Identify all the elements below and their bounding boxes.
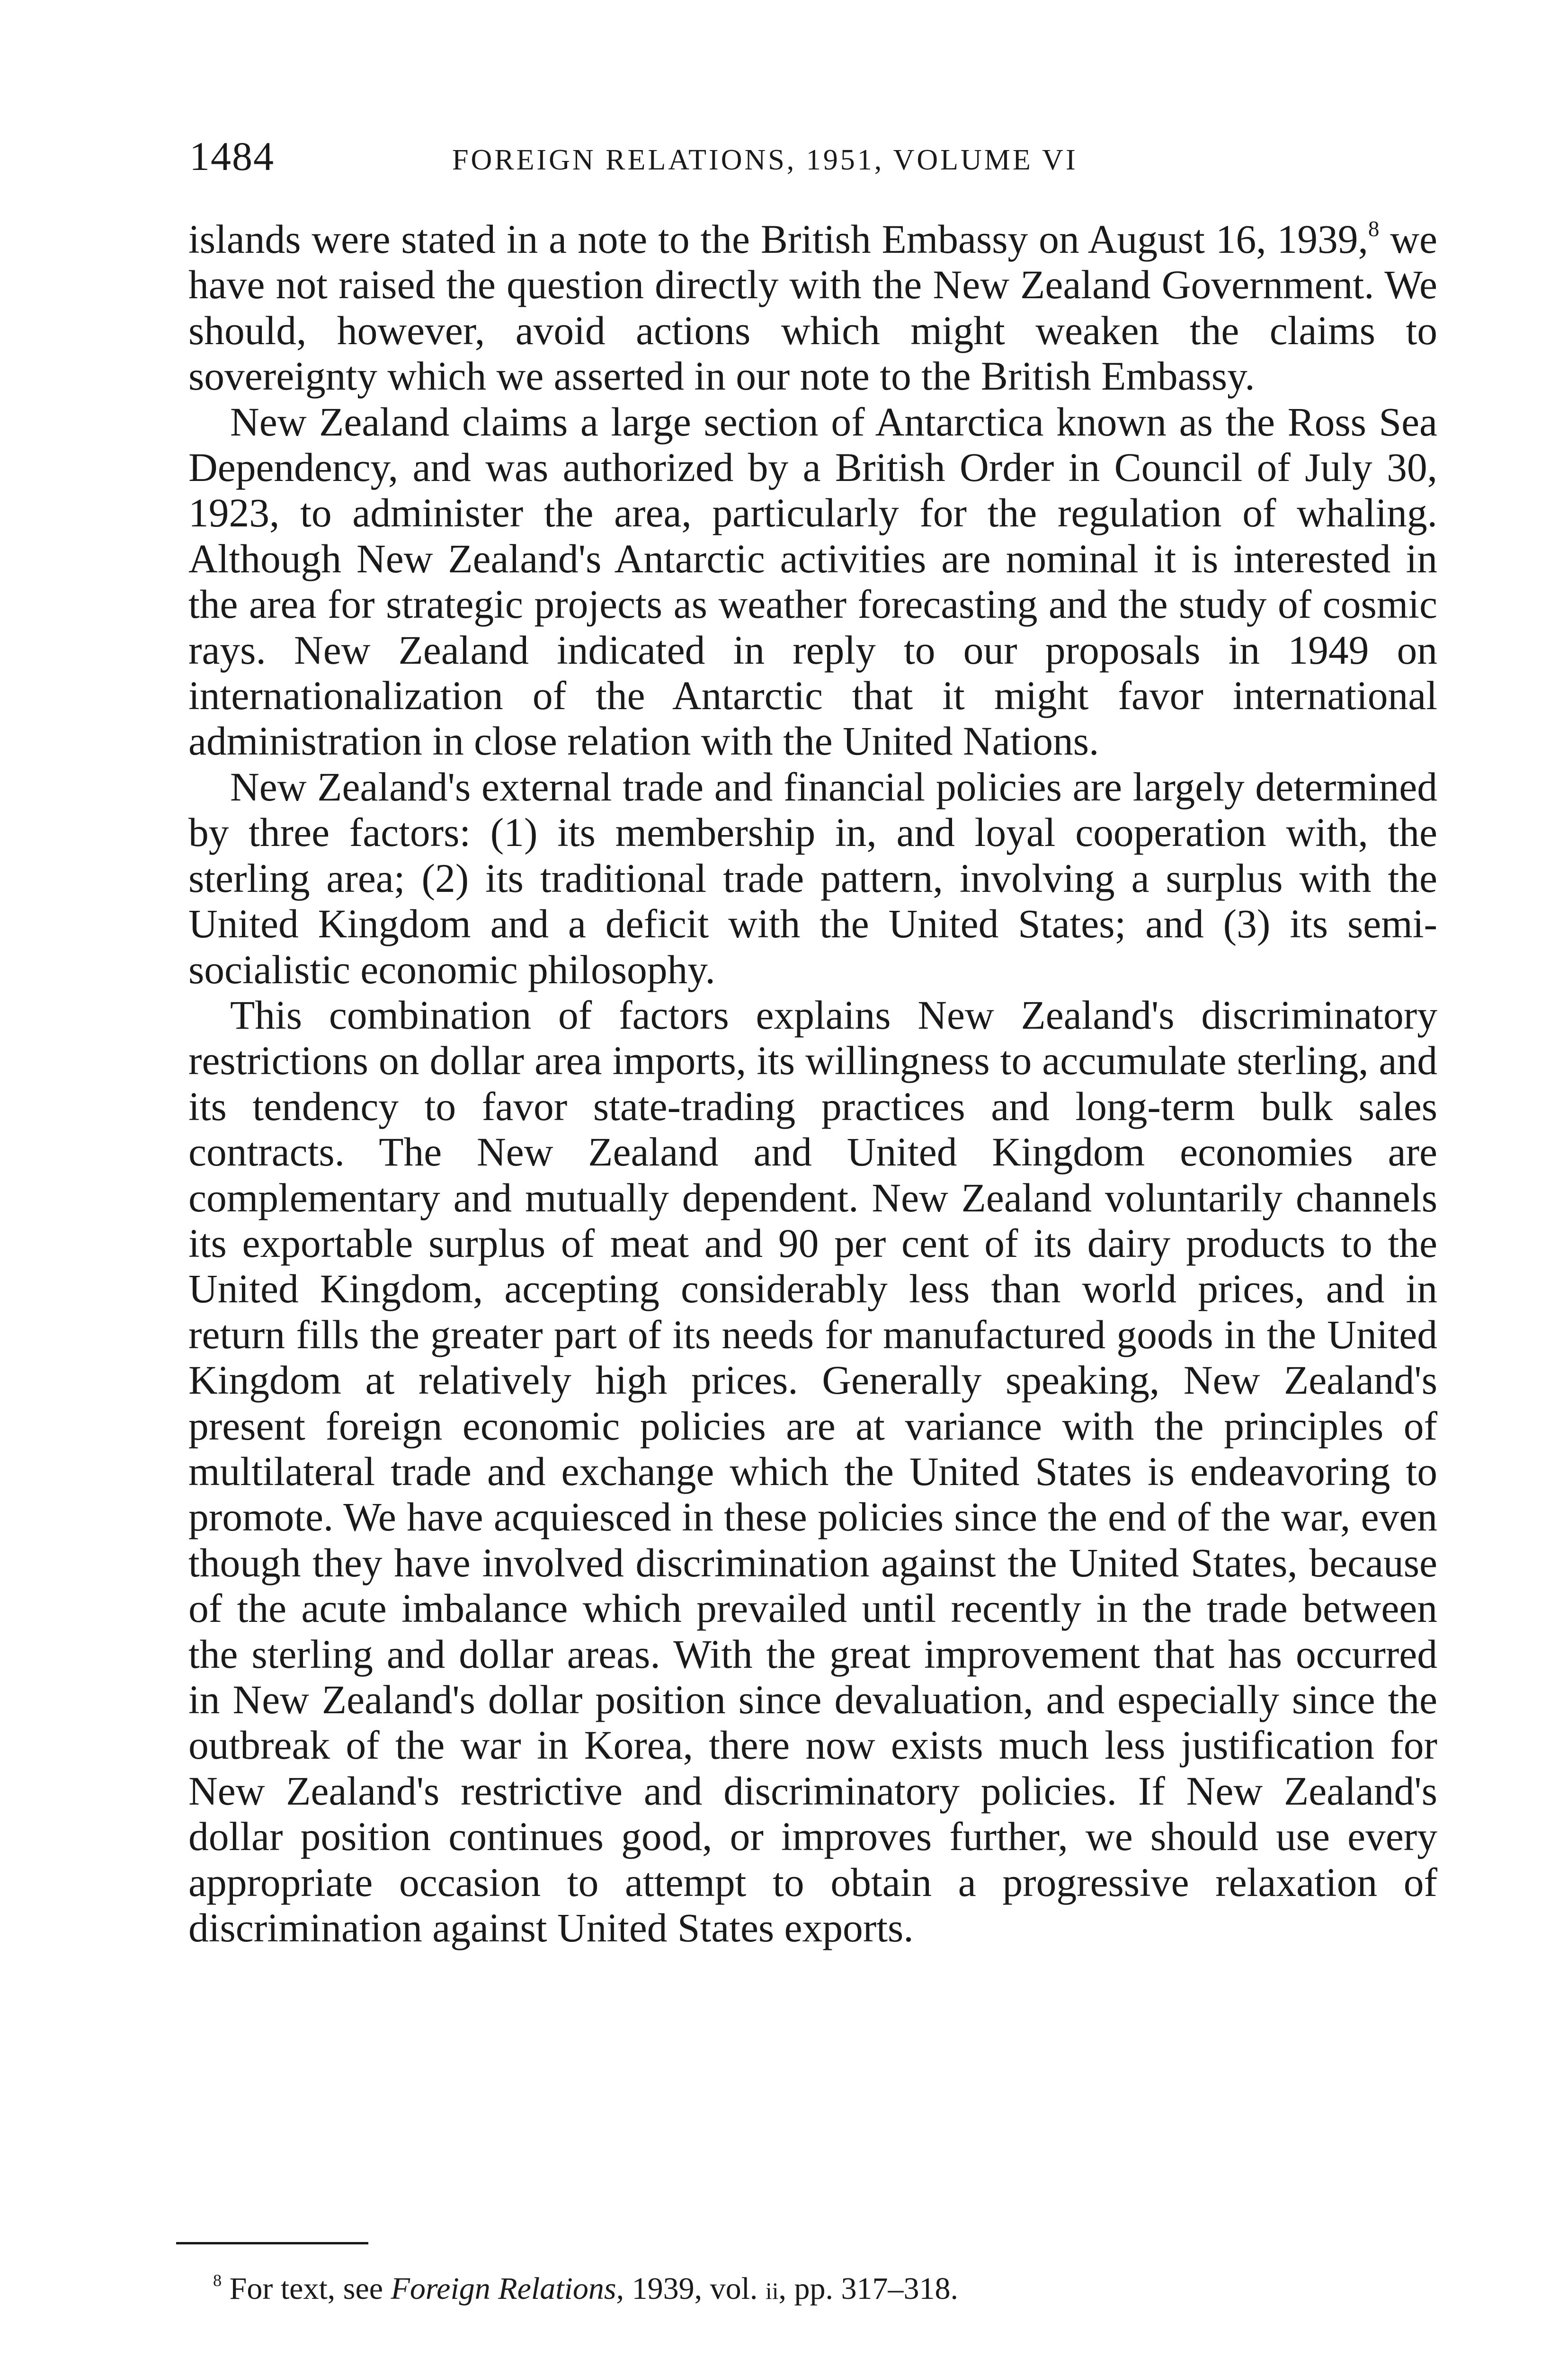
body-text xyxy=(188,217,1437,1951)
paragraph-4: This combination of factors explains New Zealand's discriminatory restrictions on dollar area imports, its willingness to accumulate sterling, and its tendency to favor state-trading practices and long-term bulk sales contracts. The New Zealand and United Kingdom economies are complementary and mutually dependent. New Zealand voluntarily channels its exportable surplus of meat and 90 per cent of its dairy products to the United Kingdom, accepting considerably less than world prices, and in return fills the greater part of its needs for manufactured goods in the United Kingdom at relatively high prices. Generally speaking, New Zealand's present foreign economic policies are at variance with the principles of multilateral trade and exchange which the United States is endeavoring to promote. We have acquiesced in these policies since the end of the war, even though they have involved discrimination against the United States, because of the acute imbalance which prevailed until recently in the trade between the sterling and dollar areas. With the great improvement that has occurred in New Zealand's dollar position since devaluation, and especially since the outbreak of the war in Korea, there now exists much less justification for New Zealand's restrictive and discriminatory policies. If New Zealand's dollar position continues good, or improves further, we should use every appropriate occasion to attempt to obtain a progressive relaxation of discrimination against United States exports. xyxy=(188,993,1437,1951)
footnote-text-c: , pp. 317–318. xyxy=(778,2271,958,2306)
paragraph-1-text-b: we have not raised the question directly with the New Zealand Government. We should, however, avoid actions which might weaken the claims to sovereignty which we asserted in our note to the British Embassy. xyxy=(188,217,1437,399)
page-number: 1484 xyxy=(189,133,275,179)
footnote xyxy=(213,2268,1434,2313)
footnote-text-a: For text, see xyxy=(222,2271,391,2306)
paragraph-2: New Zealand claims a large section of Antarctica known as the Ross Sea Dependency, and was authorized by a British Order in Council of July 30, 1923, to administer the area, particularly for the regulation of whaling. Although New Zealand's Antarctic activities are nominal it is interested in the area for strategic projects as weather forecasting and the study of cosmic rays. New Zealand indicated in reply to our proposals in 1949 on internationalization of the Antarctic that it might favor international administration in close relation with the United Nations. xyxy=(188,400,1437,764)
paragraph-1 xyxy=(188,217,1437,400)
footnote-text-b: 1939, vol. xyxy=(624,2271,766,2306)
footnote-title: Foreign Relations, xyxy=(391,2271,624,2306)
footnote-divider xyxy=(176,2242,368,2244)
paragraph-1-text-a: islands were stated in a note to the British Embassy on August 16, 1939, xyxy=(188,217,1368,262)
footnote-marker: 8 xyxy=(213,2270,222,2290)
paragraph-3: New Zealand's external trade and financial policies are largely determined by three factors: (1) its membership in, and loyal cooperation with, the sterling area; (2) its traditional trade pattern, involving a surplus with the United Kingdom and a deficit with the United States; and (3) its semi-socialistic economic philosophy. xyxy=(188,765,1437,992)
footnote-reference: 8 xyxy=(1368,216,1380,241)
footnote-volume: ii xyxy=(765,2278,779,2304)
page-header xyxy=(189,128,1434,185)
running-head: FOREIGN RELATIONS, 1951, VOLUME VI xyxy=(452,144,1078,176)
